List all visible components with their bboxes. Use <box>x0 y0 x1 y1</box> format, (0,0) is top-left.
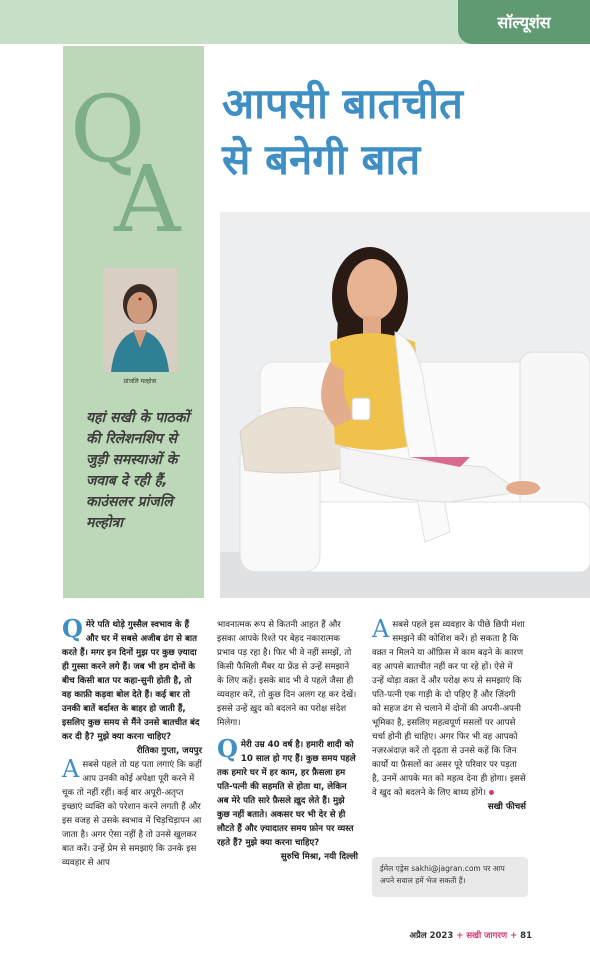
section-label-text: सॉल्यूशंस <box>497 13 551 32</box>
page-footer <box>392 930 532 941</box>
qa-logo <box>70 76 190 254</box>
footer-page-number: 81 <box>520 931 532 941</box>
question-1-signature: रीतिका गुप्ता, जयपुर <box>136 746 202 756</box>
question-2-dropcap: Q <box>217 734 238 763</box>
answer-2 <box>372 615 526 800</box>
qa-logo-q: Q <box>70 76 146 183</box>
counselor-caption: प्रांजलि मल्होत्रा <box>123 378 157 385</box>
counselor-photo <box>103 268 177 372</box>
question-2 <box>217 734 358 850</box>
question-2-text: मेरी उम्र 40 वर्ष है। हमारी शादी को 10 साल हो गए हैं। कुछ समय पहले तक हमारे घर में हर काम, हर फ़ैसला हम पति-पत्नी की सहमति से होता था, लेकिन अब मेरे पति सारे फ़ैसले ख़ुद लेते हैं। मुझे कुछ नहीं बताते। अकसर घर भी देर से ही लौटते हैं और ज़्यादातर समय फ़ोन पर व्यस्त रहते हैं? मुझे क्या करना चाहिए? <box>217 740 356 848</box>
counselor-portrait <box>103 268 177 372</box>
answer-2-dropcap: A <box>372 615 390 643</box>
headline-line-1: आपसी बातचीत <box>222 79 463 128</box>
headline-line-2: से बनेगी बात <box>222 135 421 184</box>
question-1-text: मेरे पति थोड़े गुस्सैल स्वभाव के हैं और घर में सबसे अजीब ढंग से बात करते हैं। मगर इन दिनों मुझ पर कुछ ज़्यादा ही गुस्सा करने लगे हैं। जब भी हम दोनों के बीच किसी बात पर कहा-सुनी होती है, तो वह काफ़ी कड़वा बोल देते हैं। कई बार तो उनकी बातें बर्दाश्त के बाहर हो जाती हैं, इसलिए कुछ समय से मैंने उनसे बातचीत बंद कर दी है? मुझे क्या करना चाहिए? <box>62 620 200 742</box>
footer-month: अप्रैल 2023 <box>409 931 454 941</box>
counselor-intro: यहां सखी के पाठकों की रिलेशनशिप से जुड़ी समस्याओं के जवाब दे रही हैं, काउंसलर प्रांजलि मल्होत्रा <box>86 410 190 531</box>
answer-1-dropcap: A <box>62 755 80 783</box>
footer-plus-2: + <box>510 931 518 941</box>
footer-brand: सखी जागरण <box>466 931 508 941</box>
email-note: ईमेल एड्रेस sakhi@jagran.com पर आप अपने सवाल हमें भेज सकती हैं। <box>372 857 528 897</box>
couch-woman-photo <box>220 212 590 598</box>
footer-plus-1: + <box>456 931 464 941</box>
answer-2-text: सबसे पहले इस व्यवहार के पीछे छिपी मंशा समझने की कोशिश करें। हो सकता है कि वक़्त न मिलने या ऑफ़िस में काम बढ़ने के कारण वह आपसे बातचीत नहीं कर पा रहे हों। ऐसे में उन्हें थोड़ा वक़्त दें और परोक्ष रूप से समझाएं कि पति-पत्नी एक गाड़ी के दो पहिए हैं और ज़िंदगी को सहज ढंग से चलाने में दोनों की अपनी-अपनी भूमिका है, इसलिए महत्वपूर्ण मसलों पर आपसे चर्चा होनी ही चाहिए। अगर फिर भी वह आपको नज़रअंदाज़ करें तो दृढ़ता से उनसे कहें कि जिन कार्यों या फ़ैसलों का असर पूरे परिवार पर पड़ता है, उनमें आपके मत को महत्व देना ही होगा। इससे वे खुद को बदलने के लिए बाध्य होंगे। <box>372 620 526 798</box>
headline <box>222 76 562 188</box>
question-1-dropcap: Q <box>62 614 83 643</box>
qa-logo-a: A <box>114 146 181 253</box>
section-label <box>458 0 590 44</box>
answer-1 <box>62 755 202 870</box>
answer-1-text: सबसे पहले तो यह पता लगाएं कि कहीं आप उनकी कोई अपेक्षा पूरी करने में चूक तो नहीं रहीं। कई बार अपूरी-अतृप्त इच्छाएं व्यक्ति को परेशान करने लगती हैं और इस वजह से उसके स्वभाव में चिड़चिड़ापन आ जाता है। अगर ऐसा नहीं है तो उनसे खुलकर बात करें। उन्हें प्रेम से समझाएं कि उनके इस व्यवहार से आप <box>62 760 202 868</box>
column-2 <box>217 618 358 864</box>
photo-illustration <box>220 212 590 598</box>
question-2-signature: सुरुचि मिश्रा, नयी दिल्ली <box>280 852 358 862</box>
end-bullet <box>489 790 494 795</box>
answer-1-continued: भावनात्मक रूप से कितनी आहत हैं और इसका आपके रिश्ते पर बेहद नकारात्मक प्रभाव पड़ रहा है। फिर भी वे नहीं समझें, तो किसी फैमिली मैंबर या फ्रेंड से उन्हें समझाने के लिए कहें। इसके बाद भी वे पहले जैसा ही व्यवहार करें, तो कुछ दिन अलग रह कर देखें। इससे उन्हें ख़ुद को बदलने का परोक्ष संदेश मिलेगा। <box>217 620 357 728</box>
column-3 <box>372 615 526 814</box>
column-1 <box>62 614 202 870</box>
question-1 <box>62 614 202 744</box>
answer-2-signature: सखी फीचर्स <box>487 802 526 812</box>
